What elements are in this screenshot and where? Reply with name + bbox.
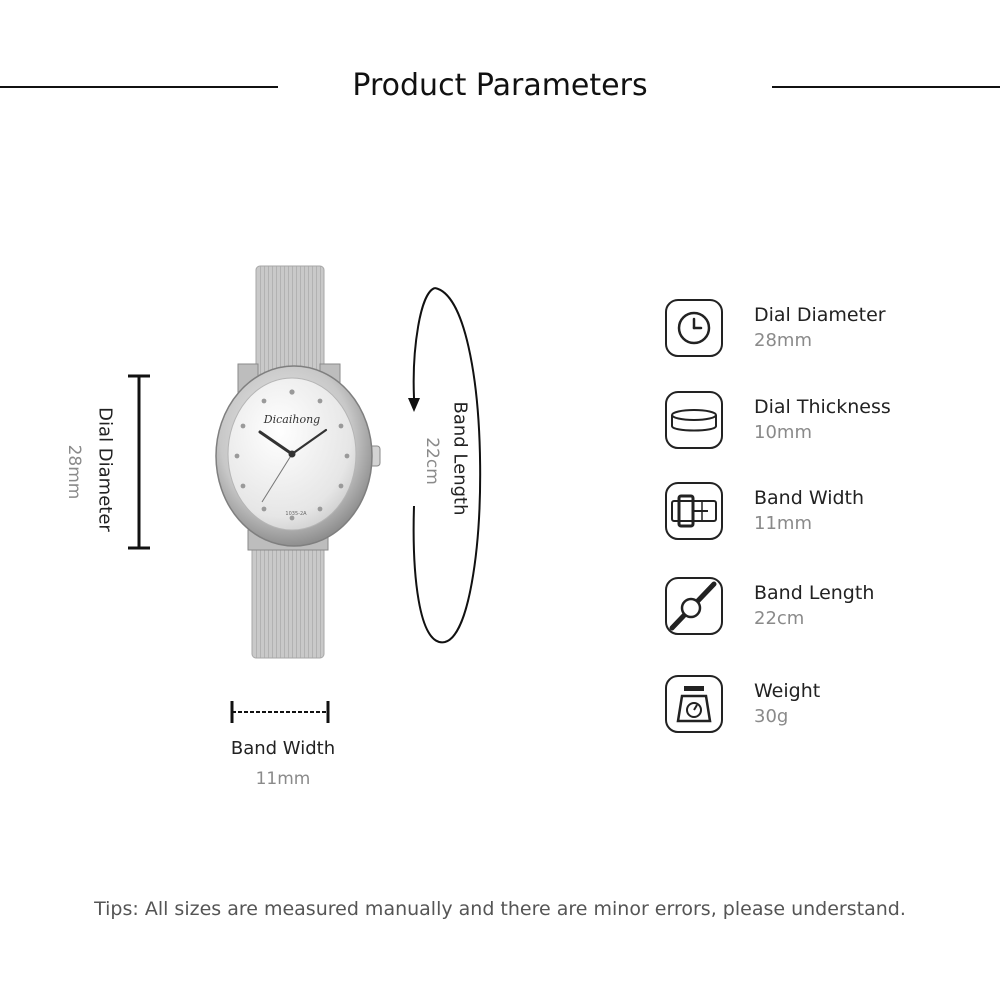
- dial-diameter-marker: [124, 370, 154, 554]
- param-weight: [664, 674, 984, 736]
- scale-icon: [664, 674, 724, 734]
- dial-diameter-label: Dial Diameter: [94, 407, 116, 532]
- watch-logo: Dicaihong: [263, 413, 321, 426]
- band-width-marker: [226, 698, 334, 726]
- band-length-label: Band Length: [449, 401, 471, 516]
- param-label: Band Width: [754, 487, 865, 509]
- watch-face-icon: [664, 298, 724, 358]
- footer-tip: Tips: All sizes are measured manually and there are minor errors, please understand.: [94, 898, 906, 920]
- param-label: Band Length: [754, 582, 875, 604]
- band-length-arrow: [400, 280, 490, 650]
- param-dial-diameter: [664, 298, 984, 360]
- param-value: 28mm: [754, 330, 812, 351]
- param-value: 11mm: [754, 513, 812, 534]
- param-band-width: [664, 481, 984, 543]
- band-width-value: 11mm: [255, 769, 311, 789]
- band-buckle-icon: [664, 481, 724, 541]
- param-dial-thickness: [664, 390, 984, 452]
- page-title: Product Parameters: [352, 68, 648, 103]
- param-label: Dial Diameter: [754, 304, 886, 326]
- watch-illustration: [200, 260, 400, 665]
- band-width-label: Band Width: [230, 738, 336, 759]
- watch-model: 1035-2A: [285, 511, 307, 517]
- band-length-value: 22cm: [422, 437, 442, 485]
- dial-thickness-icon: [664, 390, 724, 450]
- param-value: 10mm: [754, 422, 812, 443]
- param-label: Dial Thickness: [754, 396, 891, 418]
- band-strap-icon: [664, 576, 724, 636]
- param-value: 30g: [754, 706, 789, 727]
- header-rule-right: [772, 86, 1000, 88]
- param-band-length: [664, 576, 984, 638]
- param-value: 22cm: [754, 608, 805, 629]
- param-label: Weight: [754, 680, 821, 702]
- dial-diameter-value: 28mm: [64, 444, 84, 500]
